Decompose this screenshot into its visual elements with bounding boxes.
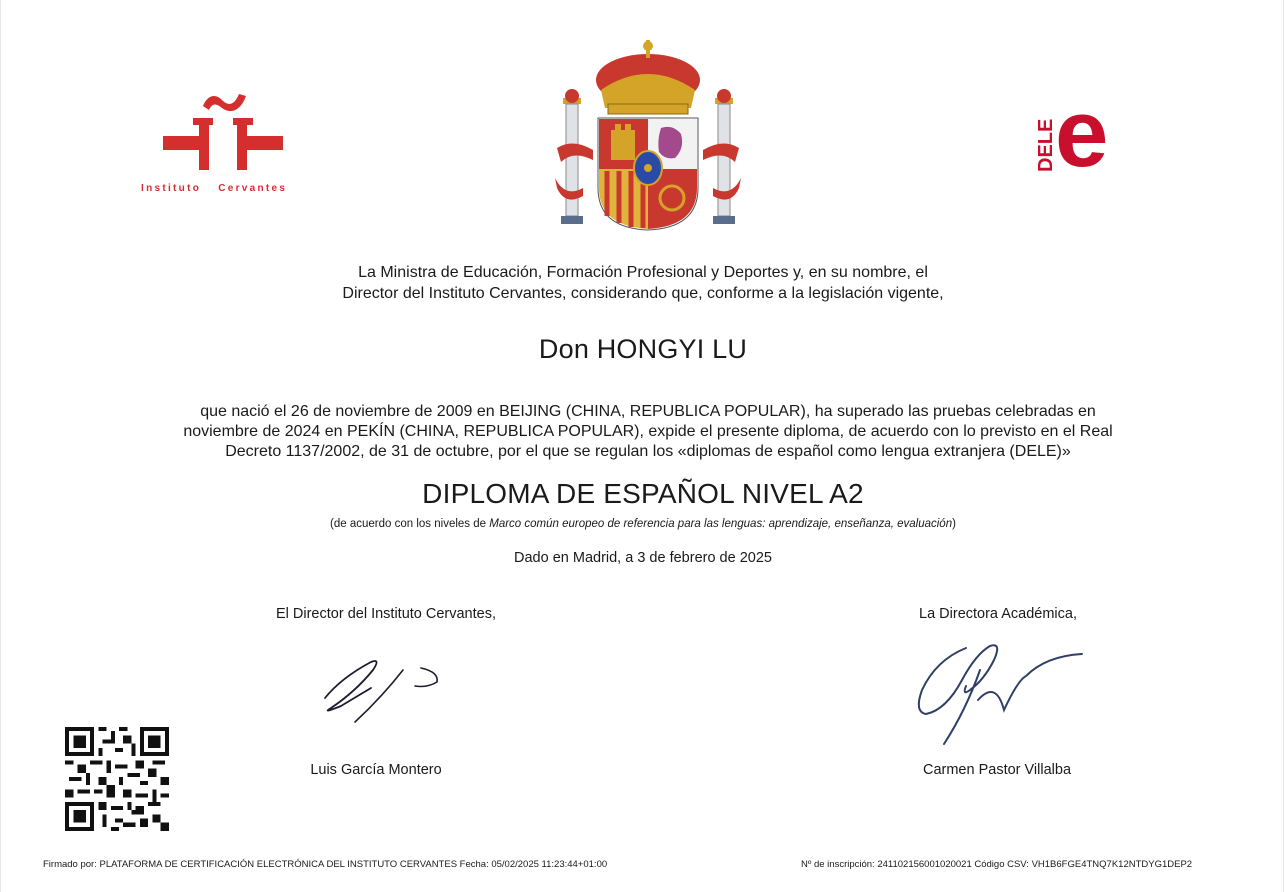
- instituto-cervantes-label: Instituto Cervantes: [141, 183, 288, 194]
- intro-line-1: La Ministra de Educación, Formación Profesional y Deportes y, en su nombre, el: [358, 264, 928, 281]
- director-signature: [311, 648, 451, 728]
- issue-date: Dado en Madrid, a 3 de febrero de 2025: [514, 550, 772, 566]
- spain-coat-of-arms-icon: [553, 38, 743, 236]
- body-line-3: Decreto 1137/2002, de 31 de octubre, por el que se regulan los «diplomas de español como lengua extranjera (DELE)»: [225, 443, 1071, 460]
- body-text: [131, 402, 1165, 462]
- registration-code: Nº de inscripción: 241102156001020021 Código CSV: VH1B6FGE4TNQ7K12NTDYG1DEP2: [801, 859, 1193, 870]
- levels-note: [191, 518, 1095, 530]
- levels-framework: Marco común europeo de referencia para las lenguas: aprendizaje, enseñanza, evaluación: [489, 518, 953, 530]
- recipient-name: Don HONGYI LU: [538, 334, 748, 364]
- right-signatory-title: La Directora Académica,: [919, 606, 1077, 622]
- intro-text: [191, 262, 1095, 304]
- right-signatory-name: Carmen Pastor Villalba: [922, 762, 1072, 778]
- levels-prefix: (de acuerdo con los niveles de: [330, 518, 490, 530]
- electronic-signature-note: Firmado por: PLATAFORMA DE CERTIFICACIÓN ELECTRÓNICA DEL INSTITUTO CERVANTES Fecha: 05/02/2025 11:23:44+01:00: [43, 859, 608, 870]
- intro-line-2: Director del Instituto Cervantes, considerando que, conforme a la legislación vigente,: [342, 285, 944, 302]
- dele-logo-letter: e: [1055, 90, 1109, 176]
- qr-code-icon[interactable]: [65, 727, 169, 831]
- levels-suffix: ): [952, 518, 956, 530]
- dele-logo-text: DELE: [1035, 118, 1057, 172]
- diploma-title: DIPLOMA DE ESPAÑOL NIVEL A2: [422, 478, 864, 509]
- academic-director-signature: [906, 630, 1091, 750]
- body-line-2: noviembre de 2024 en PEKÍN (CHINA, REPUBLICA POPULAR), expide el presente diploma, de acuerdo con lo previsto en el Real: [183, 423, 1113, 440]
- left-signatory-title: El Director del Instituto Cervantes,: [275, 606, 496, 622]
- left-signatory-name: Luis García Montero: [310, 762, 442, 778]
- instituto-cervantes-logo-icon: [146, 88, 306, 198]
- dele-logo-icon: [1033, 90, 1133, 176]
- body-line-1: que nació el 26 de noviembre de 2009 en BEIJING (CHINA, REPUBLICA POPULAR), ha superado las pruebas celebradas en: [200, 403, 1096, 420]
